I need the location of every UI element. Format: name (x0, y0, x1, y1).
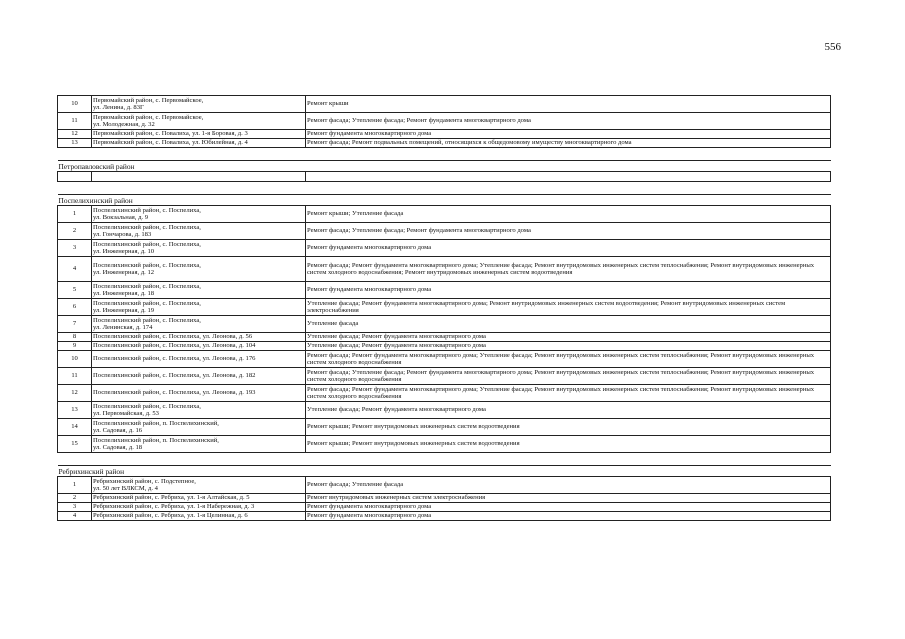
row-number: 11 (58, 113, 92, 130)
table-row (58, 223, 831, 240)
section-gap-cell (58, 453, 831, 466)
row-address (92, 223, 306, 240)
address-line: Поспелихинский район, с. Поспелиха, ул. Леонова, д. 193 (93, 389, 256, 397)
row-work-types: Утепление фасада; Ремонт фундамента многоквартирного дома; Ремонт внутридомовых инженерных систем водоотведения; Ремонт внутридомовых инженерных систем электроснабжения (306, 299, 831, 316)
table-row (58, 368, 831, 385)
table-row (58, 494, 831, 503)
address-line: Поспелихинский район, п. Поспелихинский, (93, 436, 219, 444)
row-work-types: Ремонт фасада; Ремонт фундамента многоквартирного дома; Утепление фасада; Ремонт внутридомовых инженерных систем теплоснабжения; Ремонт внутридомовых инженерных систем холодного водоснабжения; Ремонт внутридомовых инженерных систем водоотведения (306, 257, 831, 282)
address-line: Поспелихинский район, с. Поспелиха, ул. Леонова, д. 56 (93, 333, 253, 341)
row-address (92, 368, 306, 385)
address-line: Поспелихинский район, с. Поспелиха, (93, 223, 201, 231)
row-address (92, 402, 306, 419)
address-line: ул. Вокзальная, д. 9 (93, 214, 149, 221)
row-address (92, 139, 306, 148)
row-work-types: Ремонт фундамента многоквартирного дома (306, 240, 831, 257)
row-address (92, 477, 306, 494)
section-gap (58, 148, 831, 161)
address-line: ул. Инженерная, д. 18 (93, 290, 155, 297)
row-address (92, 512, 306, 521)
row-number: 15 (58, 436, 92, 453)
address-line: ул. 50 лет ВЛКСМ, д. 4 (93, 485, 158, 492)
row-number: 6 (58, 299, 92, 316)
row-work-types: Ремонт фасада; Ремонт фундамента многоквартирного дома; Утепление фасада; Ремонт внутридомовых инженерных систем теплоснабжения; Ремонт внутридомовых инженерных систем холодного водоснабжения (306, 351, 831, 368)
address-line: Поспелихинский район, с. Поспелиха, ул. Леонова, д. 182 (93, 372, 256, 380)
table-row (58, 282, 831, 299)
address-line: Поспелихинский район, с. Поспелиха, (93, 316, 201, 324)
table-row (58, 402, 831, 419)
table-row (58, 385, 831, 402)
row-number: 12 (58, 130, 92, 139)
row-work-types: Ремонт фасада; Утепление фасада; Ремонт фундамента многоквартирного дома (306, 113, 831, 130)
section-heading-row (58, 466, 831, 477)
row-work-types: Утепление фасада (306, 316, 831, 333)
table-row (58, 206, 831, 223)
address-line: Первомайский район, с. Первомайское, (93, 113, 204, 121)
table-row (58, 240, 831, 257)
row-number: 3 (58, 503, 92, 512)
row-number: 12 (58, 385, 92, 402)
address-line: Поспелихинский район, с. Поспелиха, (93, 240, 201, 248)
row-address (92, 342, 306, 351)
table-row (58, 257, 831, 282)
row-work-types: Ремонт фундамента многоквартирного дома (306, 503, 831, 512)
table-row (58, 113, 831, 130)
row-number: 2 (58, 223, 92, 240)
row-address (92, 503, 306, 512)
section-gap-cell (58, 148, 831, 161)
table-row (58, 419, 831, 436)
row-work-types: Ремонт внутридомовых инженерных систем электроснабжения (306, 494, 831, 503)
address-line: ул. Гончарова, д. 183 (93, 231, 152, 238)
address-line: ул. Ленина, д. 83Г (93, 104, 144, 111)
table-row (58, 436, 831, 453)
address-line: ул. Садовая, д. 16 (93, 427, 143, 434)
table-row (58, 96, 831, 113)
address-line: Ребрихинский район, с. Ребриха, ул. 1-я Целинная, д. 6 (93, 512, 248, 520)
address-line: Первомайский район, с. Повалиха, ул. 1-я Боровая, д. 3 (93, 130, 248, 138)
section-heading: Петропавловский район (58, 161, 831, 172)
address-line: ул. Молодежная, д. 32 (93, 121, 155, 128)
row-address (92, 206, 306, 223)
row-number: 7 (58, 316, 92, 333)
row-number: 9 (58, 342, 92, 351)
section-heading-row (58, 161, 831, 172)
address-line: Поспелихинский район, с. Поспелиха, (93, 206, 201, 214)
row-number: 11 (58, 368, 92, 385)
table-row (58, 333, 831, 342)
address-line: Поспелихинский район, с. Поспелиха, (93, 282, 201, 290)
address-line: Ребрихинский район, с. Подстепное, (93, 477, 196, 485)
table-row (58, 172, 831, 182)
row-number: 1 (58, 477, 92, 494)
row-address (92, 316, 306, 333)
table-row (58, 139, 831, 148)
table-row (58, 342, 831, 351)
row-work-types: Ремонт фундамента многоквартирного дома (306, 282, 831, 299)
page-number: 556 (824, 41, 841, 53)
table-row (58, 512, 831, 521)
row-work-types: Ремонт фасада; Утепление фасада; Ремонт фундамента многоквартирного дома (306, 223, 831, 240)
row-address (92, 436, 306, 453)
section-heading: Поспелихинский район (58, 195, 831, 206)
row-work-types: Ремонт крыши; Ремонт внутридомовых инженерных систем водоотведения (306, 436, 831, 453)
row-number: 13 (58, 402, 92, 419)
section-heading-row (58, 195, 831, 206)
address-line: ул. Инженерная, д. 12 (93, 269, 155, 276)
row-work-types: Утепление фасада; Ремонт фундамента многоквартирного дома (306, 333, 831, 342)
row-work-types: Ремонт фасада; Ремонт подвальных помещений, относящихся к общедомовому имуществу многоквартирного дома (306, 139, 831, 148)
table-row (58, 130, 831, 139)
address-line: Поспелихинский район, с. Поспелиха, (93, 402, 201, 410)
row-number: 2 (58, 494, 92, 503)
row-number: 10 (58, 96, 92, 113)
table-row (58, 316, 831, 333)
row-work-types: Ремонт фасада; Утепление фасада (306, 477, 831, 494)
row-work-types: Утепление фасада; Ремонт фундамента многоквартирного дома (306, 342, 831, 351)
address-line: Ребрихинский район, с. Ребриха, ул. 1-я Набережная, д. 3 (93, 503, 255, 511)
row-work-types: Ремонт фасада; Ремонт фундамента многоквартирного дома; Утепление фасада; Ремонт внутридомовых инженерных систем теплоснабжения; Ремонт внутридомовых инженерных систем холодного водоснабжения (306, 385, 831, 402)
row-number: 10 (58, 351, 92, 368)
row-number: 8 (58, 333, 92, 342)
address-line: Поспелихинский район, п. Поспелихинский, (93, 419, 219, 427)
row-work-types: Утепление фасада; Ремонт фундамента многоквартирного дома (306, 402, 831, 419)
address-line: ул. Первомайская, д. 53 (93, 410, 159, 417)
row-address (92, 419, 306, 436)
address-line: Поспелихинский район, с. Поспелиха, ул. Леонова, д. 176 (93, 355, 256, 363)
address-line: ул. Инженерная, д. 10 (93, 248, 155, 255)
row-address (92, 282, 306, 299)
row-address (92, 172, 306, 182)
table-row (58, 299, 831, 316)
row-number: 4 (58, 257, 92, 282)
row-work-types: Ремонт крыши; Ремонт внутридомовых инженерных систем водоотведения (306, 419, 831, 436)
row-address (92, 240, 306, 257)
row-number: 14 (58, 419, 92, 436)
row-address (92, 257, 306, 282)
section-gap-cell (58, 182, 831, 195)
row-address (92, 333, 306, 342)
row-number: 1 (58, 206, 92, 223)
row-address (92, 385, 306, 402)
row-address (92, 130, 306, 139)
row-number: 3 (58, 240, 92, 257)
address-line: Поспелихинский район, с. Поспелиха, ул. Леонова, д. 104 (93, 342, 256, 350)
row-work-types: Ремонт фундамента многоквартирного дома (306, 130, 831, 139)
address-line: Первомайский район, с. Повалиха, ул. Юбилейная, д. 4 (93, 139, 248, 147)
table-row (58, 351, 831, 368)
row-work-types (306, 172, 831, 182)
section-heading: Ребрихинский район (58, 466, 831, 477)
section-gap (58, 453, 831, 466)
repair-program-table (57, 95, 831, 521)
address-line: Поспелихинский район, с. Поспелиха, (93, 299, 201, 307)
address-line: ул. Садовая, д. 18 (93, 444, 143, 451)
table-row (58, 477, 831, 494)
row-work-types: Ремонт крыши (306, 96, 831, 113)
row-number: 13 (58, 139, 92, 148)
row-number: 5 (58, 282, 92, 299)
row-address (92, 113, 306, 130)
row-work-types: Ремонт фундамента многоквартирного дома (306, 512, 831, 521)
row-address (92, 96, 306, 113)
section-gap (58, 182, 831, 195)
row-number (58, 172, 92, 182)
row-number: 4 (58, 512, 92, 521)
address-line: Первомайский район, с. Первомайское, (93, 96, 204, 104)
table-row (58, 503, 831, 512)
address-line: Ребрихинский район, с. Ребриха, ул. 1-я Алтайская, д. 5 (93, 494, 250, 502)
row-work-types: Ремонт крыши; Утепление фасада (306, 206, 831, 223)
row-address (92, 299, 306, 316)
row-address (92, 351, 306, 368)
row-address (92, 494, 306, 503)
address-line: ул. Инженерная, д. 19 (93, 307, 155, 314)
address-line: Поспелихинский район, с. Поспелиха, (93, 261, 201, 269)
row-work-types: Ремонт фасада; Утепление фасада; Ремонт фундамента многоквартирного дома; Ремонт внутридомовых инженерных систем теплоснабжения; Ремонт внутридомовых инженерных систем холодного водоснабжения (306, 368, 831, 385)
address-line: ул. Ленинская, д. 174 (93, 324, 153, 331)
